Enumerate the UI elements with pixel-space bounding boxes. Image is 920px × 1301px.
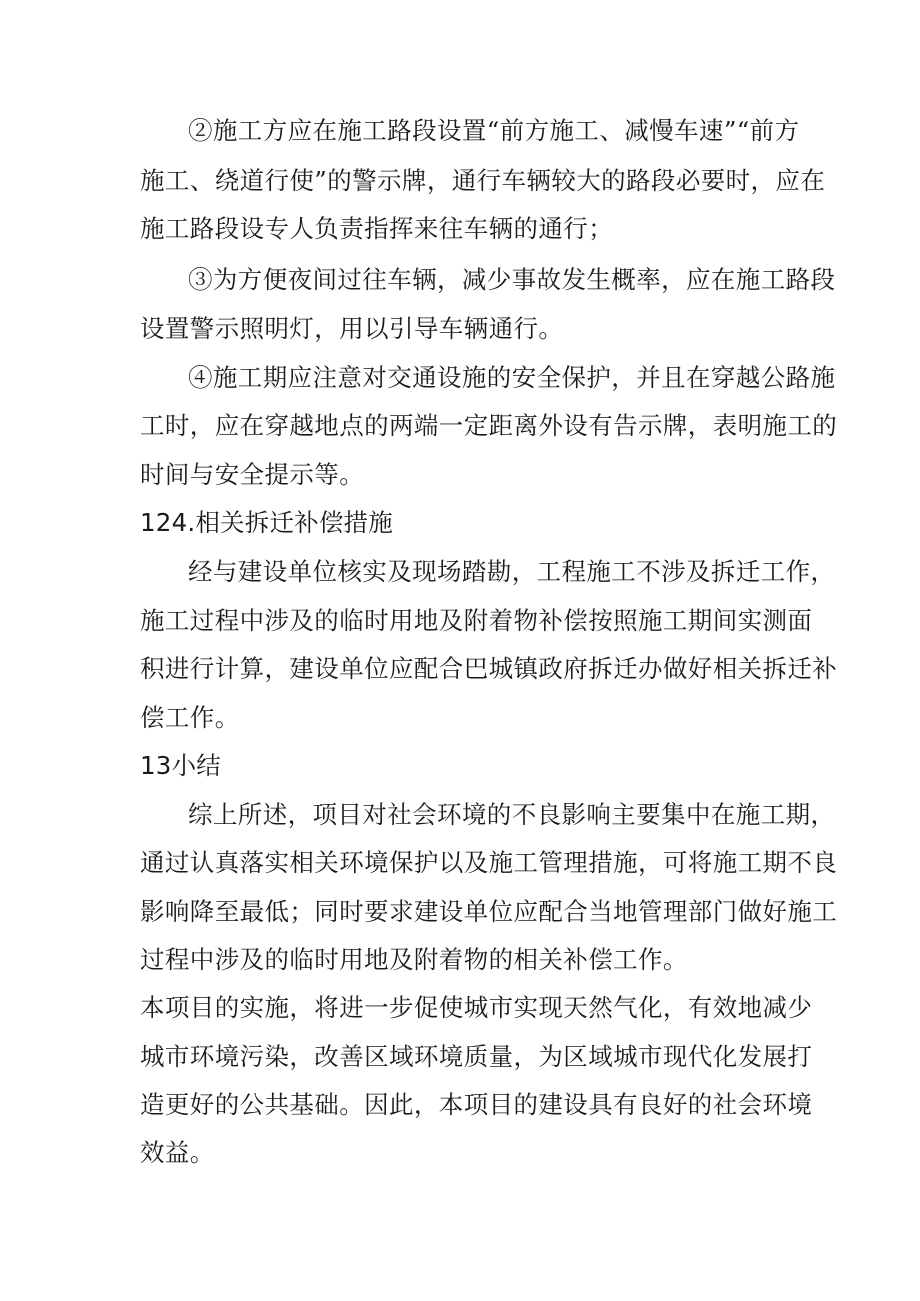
paragraph-item-4-line-3: 时间与安全提示等。: [140, 460, 365, 489]
paragraph-item-4-line-1: ④施工期应注意对交通设施的安全保护，并且在穿越公路施: [188, 363, 836, 392]
section-124-line-1: 经与建设单位核实及现场踏勘，工程施工不涉及拆迁工作，: [188, 557, 836, 586]
paragraph-item-2-line-3: 施工路段设专人负责指挥来往车辆的通行；: [140, 214, 614, 243]
paragraph-item-3-line-2: 设置警示照明灯，用以引导车辆通行。: [140, 314, 564, 343]
section-124-line-4: 偿工作。: [140, 703, 240, 732]
section-124-heading: 124.相关拆迁补偿措施: [140, 508, 393, 537]
section-13-line-1: 综上所述，项目对社会环境的不良影响主要集中在施工期，: [188, 800, 836, 829]
closing-line-1: 本项目的实施，将进一步促使城市实现天然气化，有效地减少: [140, 993, 813, 1022]
closing-line-3: 造更好的公共基础。因此，本项目的建设具有良好的社会环境: [140, 1090, 813, 1119]
section-13-line-3: 影响降至最低；同时要求建设单位应配合当地管理部门做好施工: [140, 897, 838, 926]
section-13-line-2: 通过认真落实相关环境保护以及施工管理措施，可将施工期不良: [140, 848, 838, 877]
section-124-line-2: 施工过程中涉及的临时用地及附着物补偿按照施工期间实测面: [140, 606, 813, 635]
section-13-heading: 13小结: [140, 751, 221, 780]
section-13-line-4: 过程中涉及的临时用地及附着物的相关补偿工作。: [140, 945, 688, 974]
paragraph-item-2-line-1: ②施工方应在施工路段设置“前方施工、减慢车速”“前方: [188, 116, 800, 145]
paragraph-item-2-line-2: 施工、绕道行使”的警示牌，通行车辆较大的路段必要时，应在: [140, 166, 826, 195]
section-124-line-3: 积进行计算，建设单位应配合巴城镇政府拆迁办做好相关拆迁补: [140, 654, 838, 683]
paragraph-item-4-line-2: 工时，应在穿越地点的两端一定距离外设有告示牌，表明施工的: [140, 411, 838, 440]
paragraph-item-3-line-1: ③为方便夜间过往车辆，减少事故发生概率，应在施工路段: [188, 265, 836, 294]
closing-line-4: 效益。: [140, 1138, 215, 1167]
closing-line-2: 城市环境污染，改善区域环境质量，为区域城市现代化发展打: [140, 1042, 813, 1071]
